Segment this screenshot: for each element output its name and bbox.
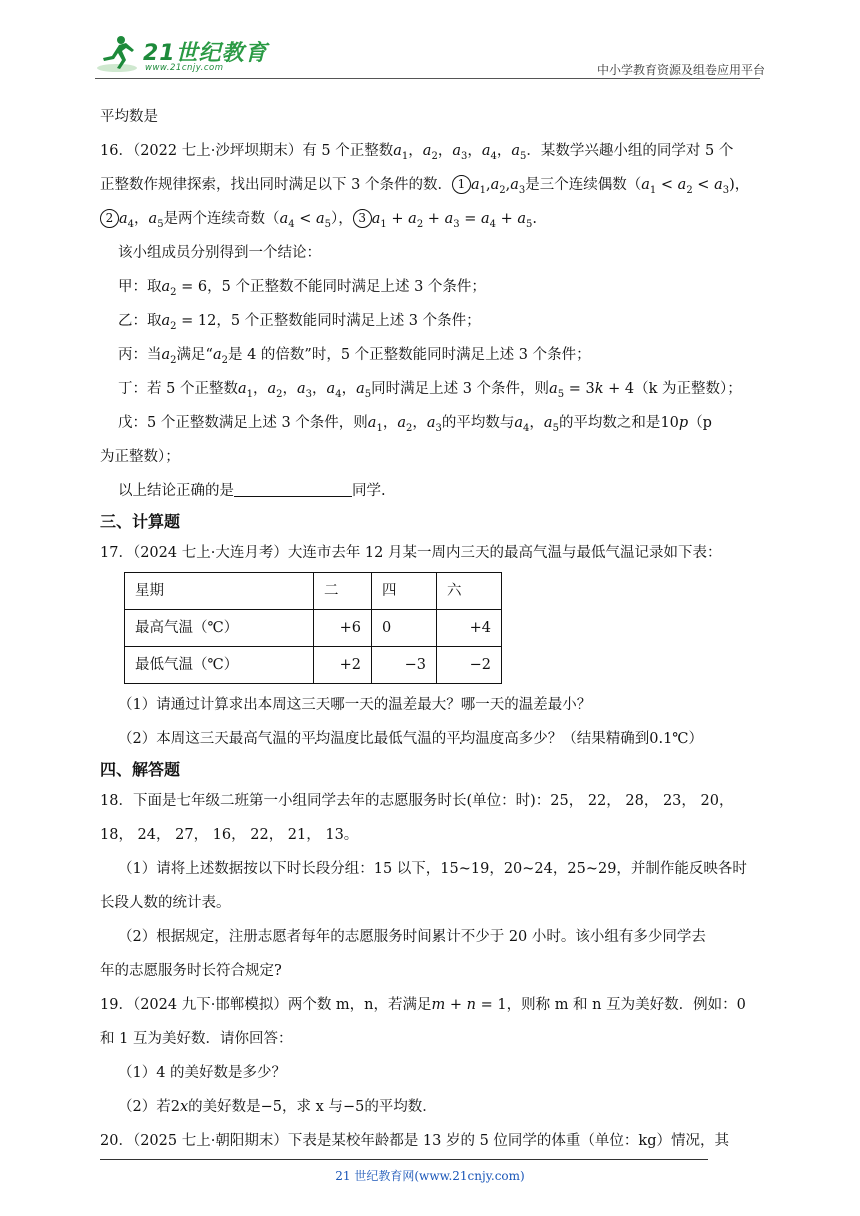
- question-16-line-3: 2 $a_4$，$a_5$是两个连续奇数$(a_4 < a_5)$， 3 $a_1 + a_2 + a_3 = a_4 + a_5$.: [100, 202, 765, 236]
- page-header: [95, 30, 765, 82]
- question-16-wu: 戊：5 个正整数满足上述 3 个条件，则$a_1$，$a_2$，$a_3$的平均数与$a_4$，$a_5$的平均数之和是10p（p: [118, 415, 712, 434]
- table-cell: 最低气温（℃）: [125, 647, 314, 684]
- site-logo[interactable]: [95, 30, 268, 78]
- table-cell: +4: [437, 610, 502, 647]
- logo-url: www.21cnjy.com: [145, 63, 224, 73]
- section-heading-answer: 四、解答题: [100, 760, 181, 779]
- table-cell: −2: [437, 647, 502, 684]
- question-20-line-1: 20．（2025 七上·朝阳期末）下表是某校年龄都是 13 岁的 5 位同学的体重（单位：kg）情况，其: [100, 1133, 729, 1149]
- question-16-answer: 以上结论正确的是 同学.: [100, 474, 765, 508]
- question-18-part-2: （2）根据规定，注册志愿者每年的志愿服务时间累计不少于 20 小时。该小组有多少同学去: [118, 929, 706, 945]
- question-16-ding: 丁：若 5 个正整数$a_1$，$a_2$，$a_3$，$a_4$，$a_5$同时满足上述 3 个条件，则$a_5 = 3k + 4(k$ 为正整数）；: [118, 381, 742, 400]
- table-header-cell: 四: [372, 573, 437, 610]
- question-18-part-2-cont: 年的志愿服务时长符合规定?: [100, 963, 282, 979]
- question-19-line-1: 19．（2024 九下·邯郸模拟）两个数 m，n，若满足m + n = 1，则称 m 和 n 互为美好数．例如：0: [100, 997, 746, 1013]
- footer-link[interactable]: 21 世纪教育网(www.21cnjy.com): [335, 1169, 525, 1183]
- question-19-part-1: （1）4 的美好数是多少？: [118, 1065, 287, 1081]
- question-17-title: 17．（2024 七上·大连月考）大连市去年 12 月某一周内三天的最高气温与最低气温记录如下表：: [100, 545, 722, 561]
- question-16-jia: 甲：取$a_2 = 6$，5 个正整数不能同时满足上述 3 个条件；: [118, 279, 486, 298]
- question-16-intro: 该小组成员分别得到一个结论：: [118, 245, 321, 261]
- header-divider: [95, 78, 760, 79]
- question-16-yi: 乙：取$a_2 = 12$，5 个正整数能同时满足上述 3 个条件；: [118, 313, 481, 332]
- table-cell: +6: [314, 610, 372, 647]
- table-cell: +2: [314, 647, 372, 684]
- text-line: 平均数是: [100, 109, 158, 125]
- answer-blank[interactable]: [234, 476, 352, 497]
- table-row: [125, 573, 502, 610]
- table-row: [125, 610, 502, 647]
- header-tagline: 中小学教育资源及组卷应用平台: [596, 63, 765, 77]
- question-18-part-1: （1）请将上述数据按以下时长段分组：15 以下，15~19，20~24，25~29，并制作能反映各时: [118, 861, 747, 877]
- question-18-line-1: 18．下面是七年级二班第一小组同学去年的志愿服务时长(单位：时)：25， 22， 28， 23， 20，: [100, 793, 734, 809]
- table-header-cell: 星期: [125, 573, 314, 610]
- section-heading-calc: 三、计算题: [100, 512, 181, 531]
- table-cell: 最高气温（℃）: [125, 610, 314, 647]
- question-16-line-1: 16．（2022 七上·沙坪坝期末）有 5 个正整数$a_1$，$a_2$，$a_3$，$a_4$，$a_5$．某数学兴趣小组的同学对 5 个: [100, 143, 734, 162]
- runner-logo-icon: [95, 34, 139, 74]
- question-16-wu-cont: 为正整数）；: [100, 449, 180, 465]
- table-cell: 0: [372, 610, 437, 647]
- table-row: [125, 647, 502, 684]
- question-18-line-2: 18， 24， 27， 16， 22， 21， 13。: [100, 827, 359, 843]
- question-19-line-2: 和 1 互为美好数．请你回答：: [100, 1031, 293, 1047]
- table-header-cell: 二: [314, 573, 372, 610]
- document-content: [100, 100, 765, 1158]
- question-19-part-2: （2）若2x的美好数是−5，求 x 与−5的平均数．: [118, 1099, 437, 1115]
- footer-divider: [100, 1159, 708, 1160]
- question-17-part-2: （2）本周这三天最高气温的平均温度比最低气温的平均温度高多少？（结果精确到0.1℃）: [118, 731, 704, 747]
- table-cell: −3: [372, 647, 437, 684]
- question-16-bing: 丙：当$a_2$满足“$a_2$是 4 的倍数”时，5 个正整数能同时满足上述 3 个条件；: [118, 347, 591, 366]
- table-header-cell: 六: [437, 573, 502, 610]
- question-17-part-1: （1）请通过计算求出本周这三天哪一天的温差最大？哪一天的温差最小？: [118, 697, 592, 713]
- question-16-line-2: 正整数作规律探索，找出同时满足以下 3 个条件的数． 1 $a_1,a_2,a_3$是三个连续偶数$(a_1 < a_2 < a_3)$，: [100, 177, 750, 196]
- logo-wordmark: 21世纪教育: [143, 41, 268, 66]
- temperature-table: [124, 572, 502, 684]
- question-18-part-1-cont: 长段人数的统计表。: [100, 895, 231, 911]
